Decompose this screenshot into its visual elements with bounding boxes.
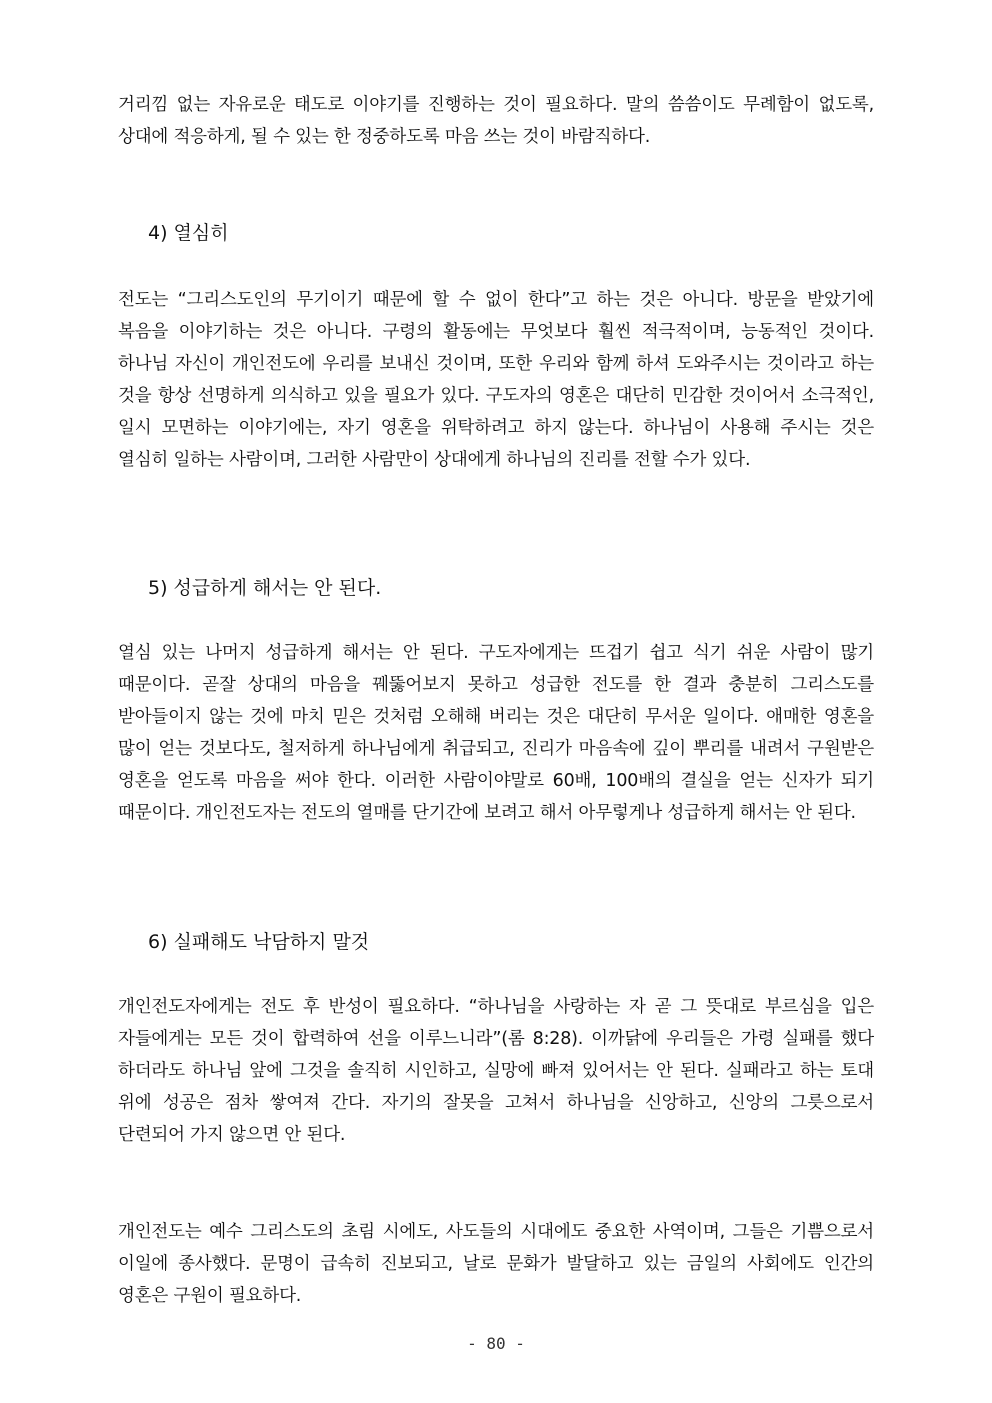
- section-4-paragraph: 전도는 “그리스도인의 무기이기 때문에 할 수 없이 한다”고 하는 것은 아니다. 방문을 받았기에 복음을 이야기하는 것은 아니다. 구령의 활동에는 무엇보다 훨씬 적극적이며, 능동적인 것이다. 하나님 자신이 개인전도에 우리를 보내신 것이며, 또한 우리와 함께 하셔 도와주시는 것이라고 하는 것을 항상 선명하게 의식하고 있을 필요가 있다. 구도자의 영혼은 대단히 민감한 것이어서 소극적인, 일시 모면하는 이야기에는, 자기 영혼을 위탁하려고 하지 않는다. 하나님이 사용해 주시는 것은 열심히 일하는 사람이며, 그러한 사람만이 상대에게 하나님의 진리를 전할 수가 있다.: [118, 290, 874, 470]
- section-6-paragraph-2: 개인전도는 예수 그리스도의 초림 시에도, 사도들의 시대에도 중요한 사역이며, 그들은 기쁨으로서 이일에 종사했다. 문명이 급속히 진보되고, 날로 문화가 발달하고 있는 금일의 사회에도 인간의 영혼은 구원이 필요하다.: [118, 1222, 874, 1306]
- page-number: - 80 -: [467, 1334, 525, 1353]
- section-5-paragraph: 열심 있는 나머지 성급하게 해서는 안 된다. 구도자에게는 뜨겁기 쉽고 식기 쉬운 사람이 많기 때문이다. 곧잘 상대의 마음을 꿰뚫어보지 못하고 성급한 전도를 한 결과 충분히 그리스도를 받아들이지 않는 것에 마치 믿은 것처럼 오해해 버리는 것은 대단히 무서운 일이다. 애매한 영혼을 많이 얻는 것보다도, 철저하게 하나님에게 취급되고, 진리가 마음속에 깊이 뿌리를 내려서 구원받은 영혼을 얻도록 마음을 써야 한다. 이러한 사람이야말로 60배, 100배의 결실을 얻는 신자가 되기 때문이다. 개인전도자는 전도의 열매를 단기간에 보려고 해서 아무렇게나 성급하게 해서는 안 된다.: [118, 643, 874, 823]
- intro-paragraph: 거리낌 없는 자유로운 태도로 이야기를 진행하는 것이 필요하다. 말의 씀씀이도 무례함이 없도록, 상대에 적응하게, 될 수 있는 한 정중하도록 마음 쓰는 것이 바람직하다.: [118, 95, 874, 147]
- section-heading-4: 4) 열심히: [148, 222, 229, 244]
- section-heading-5: 5) 성급하게 해서는 안 된다.: [148, 577, 382, 599]
- section-heading-6: 6) 실패해도 낙담하지 말것: [148, 931, 370, 953]
- section-6-paragraph-1: 개인전도자에게는 전도 후 반성이 필요하다. “하나님을 사랑하는 자 곧 그 뜻대로 부르심을 입은 자들에게는 모든 것이 합력하여 선을 이루느니라”(롬 8:28). 이까닭에 우리들은 가령 실패를 했다 하더라도 하나님 앞에 그것을 솔직히 시인하고, 실망에 빠져 있어서는 안 된다. 실패라고 하는 토대 위에 성공은 점차 쌓여져 간다. 자기의 잘못을 고쳐서 하나님을 신앙하고, 신앙의 그릇으로서 단련되어 가지 않으면 안 된다.: [118, 997, 874, 1145]
